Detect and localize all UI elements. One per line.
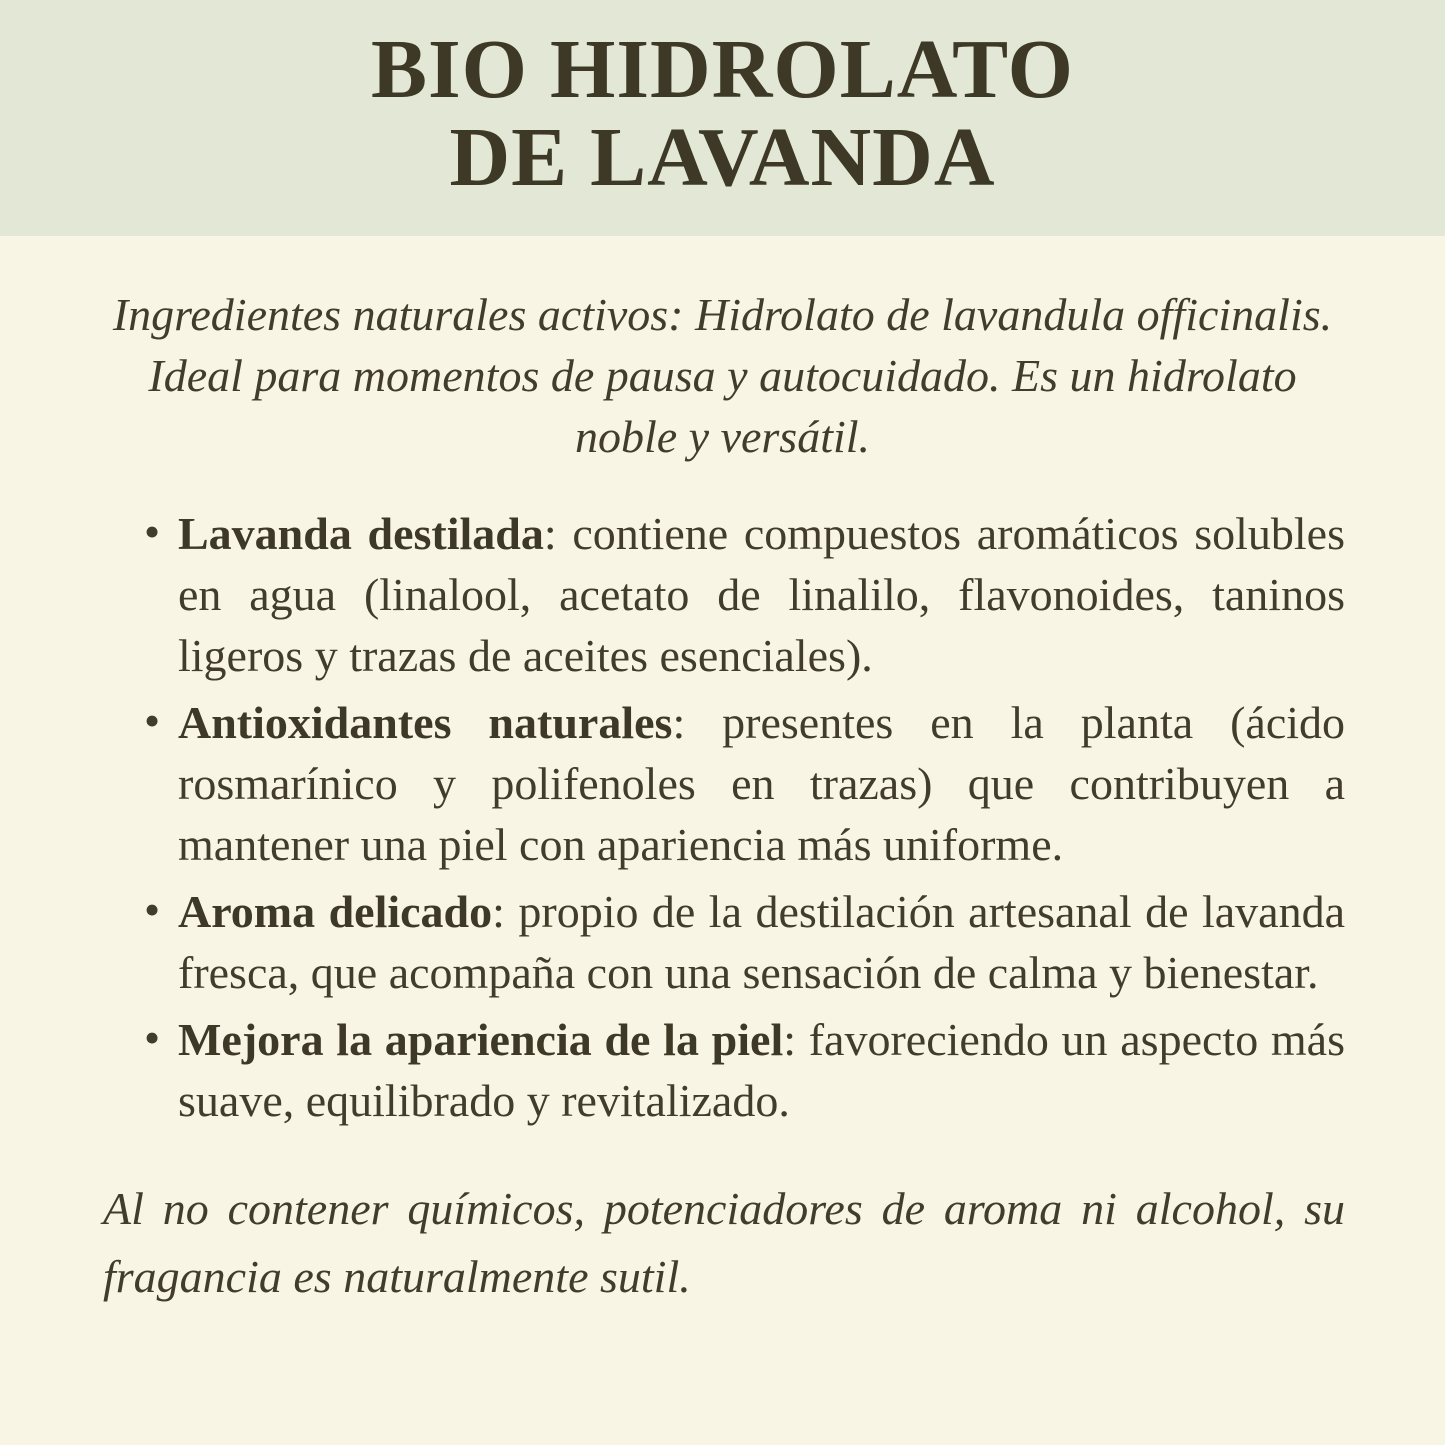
header-band: [0, 0, 1445, 236]
footer-note: Al no contener químicos, potenciadores de aroma ni alcohol, su fragancia es naturalmente sutil.: [103, 1183, 1345, 1302]
list-item-antioxidantes-naturales: [100, 692, 1345, 875]
bullet-term: Lavanda destilada: [178, 508, 544, 559]
ingredient-benefits-list: [100, 503, 1345, 1131]
list-item-aroma-delicado: [100, 881, 1345, 1003]
list-item-lavanda-destilada: [100, 503, 1345, 686]
bullet-text: : contiene compuestos aromáticos solubles en agua (linalool, acetato de linalilo, flavonoides, taninos ligeros y trazas de aceites esenciales).: [178, 508, 1345, 681]
intro-line-1: Ingredientes naturales activos: Hidrolato de lavandula officinalis.: [112, 289, 1333, 340]
list-item-mejora-apariencia-piel: [100, 1009, 1345, 1131]
bullet-term: Antioxidantes naturales: [178, 697, 673, 748]
bullet-text: : favoreciendo un aspecto más suave, equilibrado y revitalizado.: [178, 1014, 1346, 1126]
intro-line-3: noble y versátil.: [574, 411, 871, 462]
bullet-term: Mejora la apariencia de la piel: [178, 1014, 784, 1065]
page-title-line-2: DE LAVANDA: [449, 111, 996, 204]
page-title: [0, 23, 1445, 204]
page-title-line-1: BIO HIDROLATO: [370, 23, 1075, 116]
bullet-text: : propio de la destilación artesanal de lavanda fresca, que acompaña con una sensación de calma y bienestar.: [178, 886, 1345, 998]
bullet-term: Aroma delicado: [178, 886, 493, 937]
bullet-text: : presentes en la planta (ácido rosmarínico y polifenoles en trazas) que contribuyen a mantener una piel con apariencia más uniforme.: [178, 697, 1346, 870]
intro-line-2: Ideal para momentos de pausa y autocuidado. Es un hidrolato: [148, 350, 1297, 401]
intro-paragraph: [100, 284, 1345, 467]
